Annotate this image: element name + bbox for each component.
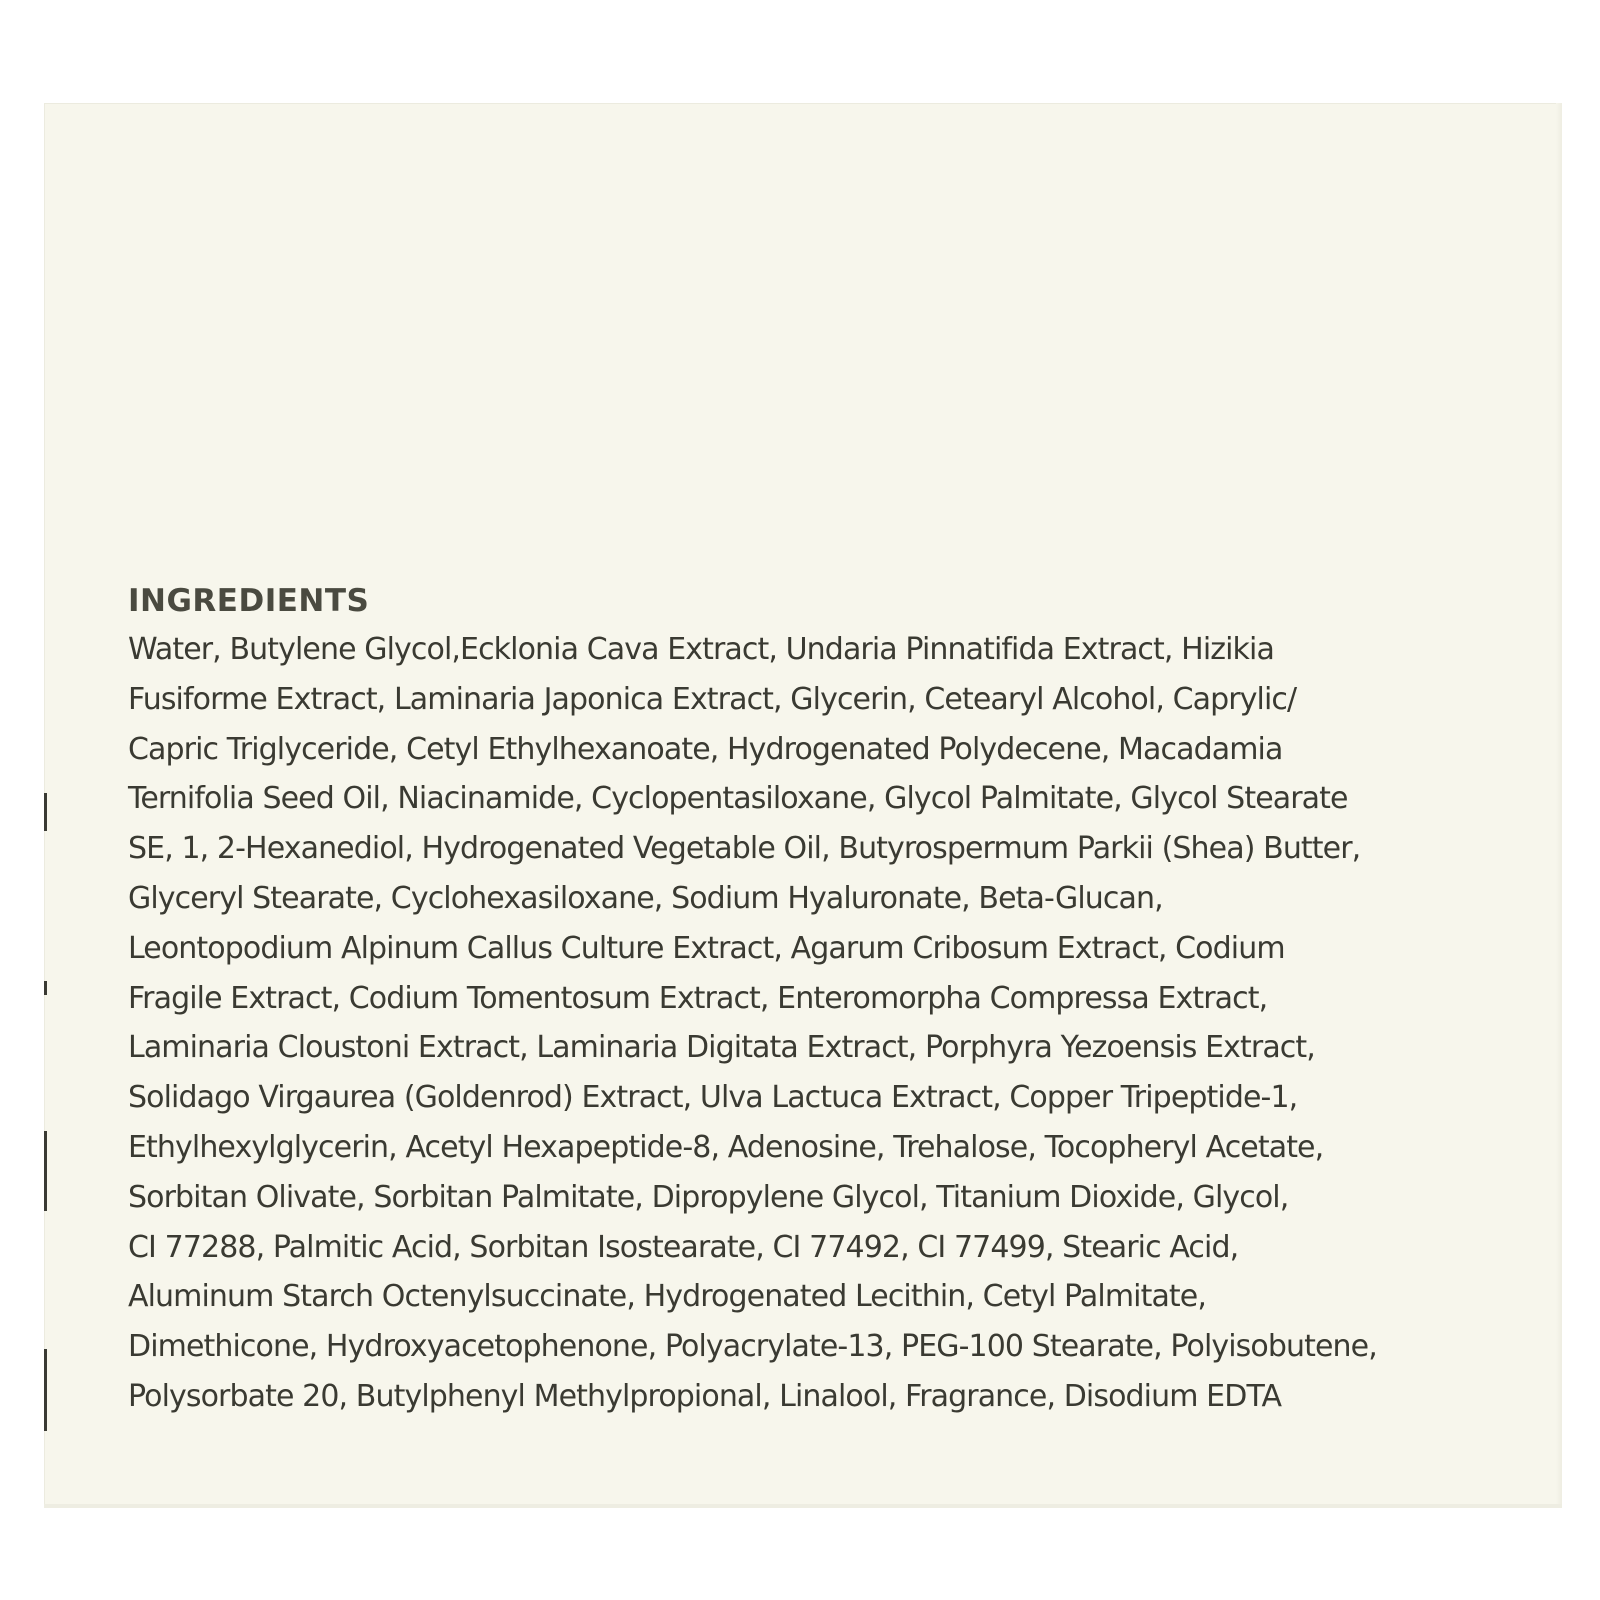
ingredient-text-line: CI 77288, Palmitic Acid, Sorbitan Isostearate, CI 77492, CI 77499, Stearic Acid, [128,1229,1239,1265]
ingredient-text-line: Glyceryl Stearate, Cyclohexasiloxane, Sodium Hyaluronate, Beta-Glucan, [128,880,1163,916]
ingredient-text-line: Sorbitan Olivate, Sorbitan Palmitate, Dipropylene Glycol, Titanium Dioxide, Glycol, [128,1179,1289,1215]
ingredient-text-line: Polysorbate 20, Butylphenyl Methylpropional, Linalool, Fragrance, Disodium EDTA [128,1378,1282,1414]
ingredient-text-line: Leontopodium Alpinum Callus Culture Extract, Agarum Cribosum Extract, Codium [128,930,1285,966]
ingredient-text-line: SE, 1, 2-Hexanediol, Hydrogenated Vegetable Oil, Butyrospermum Parkii (Shea) Butter, [128,831,1361,867]
ingredient-text-line: Dimethicone, Hydroxyacetophenone, Polyacrylate-13, PEG-100 Stearate, Polyisobutene, [128,1329,1377,1365]
ingredient-text-line: Capric Triglyceride, Cetyl Ethylhexanoate, Hydrogenated Polydecene, Macadamia [128,731,1283,767]
ingredients-section [128,579,1508,1422]
ingredient-text-line: Water, Butylene Glycol,Ecklonia Cava Extract, Undaria Pinnatifida Extract, Hizikia [128,632,1274,667]
ingredient-text-line: Fragile Extract, Codium Tomentosum Extract, Enteromorpha Compressa Extract, [128,980,1268,1016]
ingredient-text-line: Laminaria Cloustoni Extract, Laminaria Digitata Extract, Porphyra Yezoensis Extract, [128,1030,1315,1066]
edge-print-mark [44,1131,47,1211]
ingredient-text-line: Fusiforme Extract, Laminaria Japonica Extract, Glycerin, Cetearyl Alcohol, Caprylic/ [128,681,1297,717]
product-label-panel [44,103,1562,1508]
ingredient-text-line: Aluminum Starch Octenylsuccinate, Hydrogenated Lecithin, Cetyl Palmitate, [128,1279,1206,1315]
edge-print-mark [44,1349,47,1431]
edge-print-mark [44,793,47,831]
ingredient-text-line: Ternifolia Seed Oil, Niacinamide, Cyclopentasiloxane, Glycol Palmitate, Glycol Stearate [128,781,1348,817]
ingredients-heading: INGREDIENTS [128,583,370,619]
ingredient-text-line: Ethylhexylglycerin, Acetyl Hexapeptide-8, Adenosine, Trehalose, Tocopheryl Acetate, [128,1129,1324,1165]
panel-bottom-shadow [44,1504,1562,1508]
edge-print-mark [44,981,47,995]
ingredient-text-line: Solidago Virgaurea (Goldenrod) Extract, Ulva Lactuca Extract, Copper Tripeptide-1, [128,1080,1298,1116]
panel-edge-shadow [1556,103,1562,1508]
